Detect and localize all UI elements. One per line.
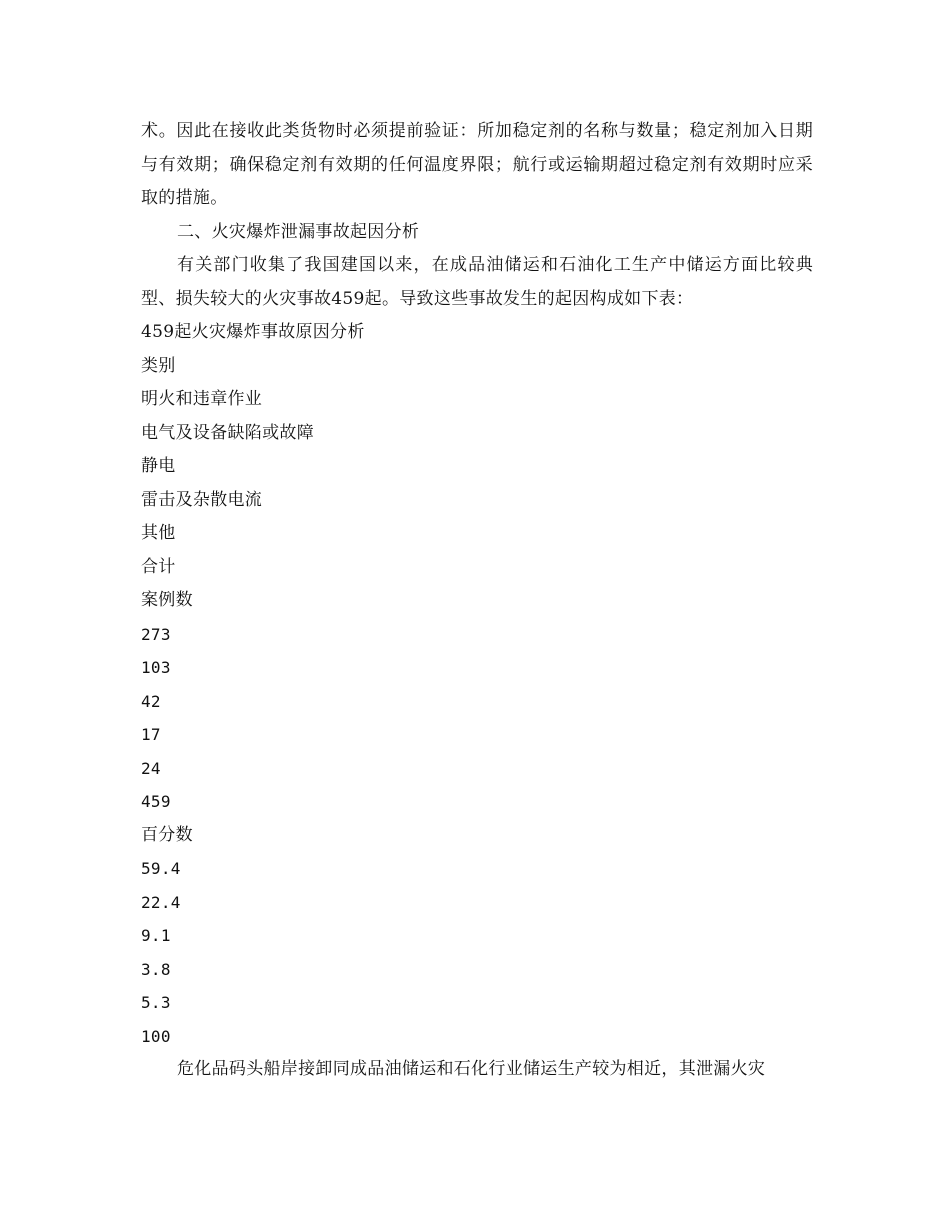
table-header-category: 类别 [141, 355, 176, 376]
table-cell-category: 雷击及杂散电流 [141, 489, 263, 510]
table-cell-percent: 100 [141, 1026, 171, 1046]
table-cell-percent: 59.4 [141, 859, 181, 878]
table-cell-category: 其他 [141, 523, 176, 543]
table-cell-count: 17 [141, 725, 161, 744]
table-cell-percent: 22.4 [141, 892, 181, 912]
document-page [141, 115, 813, 1087]
table-cell-percent: 5.3 [141, 993, 171, 1012]
table-cell-category: 明火和违章作业 [141, 389, 263, 409]
table-cell-percent: 3.8 [141, 959, 171, 979]
table-cell-count: 24 [141, 758, 161, 778]
table-header-count: 案例数 [141, 590, 193, 610]
paragraph-fire-statistics-intro: 有关部门收集了我国建国以来，在成品油储运和石油化工生产中储运方面比较典型、损失较大的火灾事故459起。导致这些事故发生的起因构成如下表： [141, 255, 813, 309]
table-cell-category: 静电 [141, 456, 176, 476]
accident-cause-table [141, 316, 813, 1053]
table-cell-count: 103 [141, 658, 171, 677]
table-cell-percent: 9.1 [141, 926, 171, 945]
table-cell-category: 电气及设备缺陷或故障 [141, 422, 314, 443]
table-header-percent: 百分数 [141, 824, 193, 845]
table-cell-category: 合计 [141, 556, 176, 577]
table-cell-count: 273 [141, 624, 171, 644]
table-title: 459起火灾爆炸事故原因分析 [141, 322, 365, 342]
table-cell-count: 42 [141, 691, 161, 711]
section-heading-fire-cause-analysis: 二、火灾爆炸泄漏事故起因分析 [177, 221, 420, 242]
table-cell-count: 459 [141, 792, 171, 811]
paragraph-terminal-comparison: 危化品码头船岸接卸同成品油储运和石化行业储运生产较为相近，其泄漏火灾 [177, 1059, 766, 1079]
paragraph-stabilizer-verification: 术。因此在接收此类货物时必须提前验证：所加稳定剂的名称与数量；稳定剂加入日期与有效期；确保稳定剂有效期的任何温度界限；航行或运输期超过稳定剂有效期时应采取的措施。 [141, 121, 813, 208]
